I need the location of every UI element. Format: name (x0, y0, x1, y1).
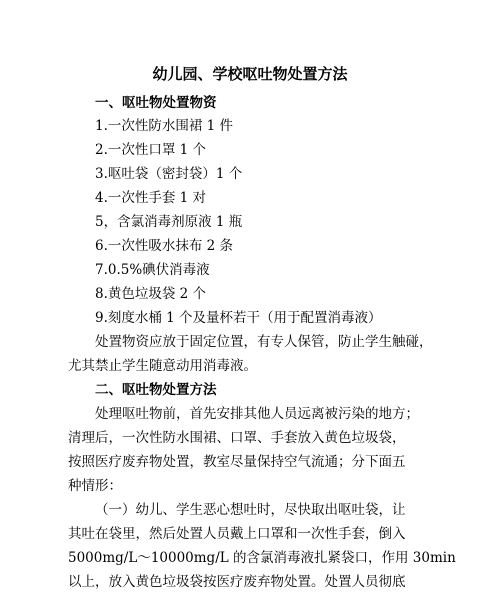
material-item: 6.一次性吸水抹布 2 条 (95, 238, 234, 254)
material-item: 5，含氯消毒剂原液 1 瓶 (95, 214, 243, 230)
method-paragraph-line: 种情形： (68, 478, 122, 494)
material-item: 1.一次性防水围裙 1 件 (95, 118, 234, 134)
material-item: 7.0.5%碘伏消毒液 (95, 262, 210, 278)
case-paragraph-line: 5000mg/L～10000mg/L 的含氯消毒液扎紧袋口，作用 30min (68, 550, 456, 566)
method-paragraph-line: 清理后，一次性防水围裙、口罩、手套放入黄色垃圾袋， (68, 430, 406, 446)
method-paragraph-line: 处理呕吐物前，首先安排其他人员远离被污染的地方； (95, 406, 419, 422)
case-paragraph-line: 以上，放入黄色垃圾袋按医疗废弃物处置。处置人员彻底 (68, 574, 406, 590)
document-title: 幼儿园、学校呕吐物处置方法 (152, 65, 348, 83)
section-heading-methods: 二、呕吐物处置方法 (95, 382, 217, 398)
case-paragraph-line: 其吐在袋里，然后处置人员戴上口罩和一次性手套，倒入 (68, 526, 406, 542)
method-paragraph-line: 按照医疗废弃物处置，教室尽量保持空气流通；分下面五 (68, 454, 406, 470)
material-item: 9.刻度水桶 1 个及量杯若干（用于配置消毒液） (95, 310, 382, 326)
case-paragraph-line: （一）幼儿、学生恶心想吐时，尽快取出呕吐袋，让 (95, 502, 406, 518)
section-heading-materials: 一、呕吐物处置物资 (95, 95, 217, 111)
material-item: 8.黄色垃圾袋 2 个 (95, 286, 207, 302)
material-item: 2.一次性口罩 1 个 (95, 142, 207, 158)
storage-note-line: 处置物资应放于固定位置，有专人保管，防止学生触碰， (95, 334, 433, 350)
material-item: 3.呕吐袋（密封袋）1 个 (95, 166, 243, 182)
material-item: 4.一次性手套 1 对 (95, 190, 207, 206)
storage-note-line: 尤其禁止学生随意动用消毒液。 (68, 358, 257, 374)
